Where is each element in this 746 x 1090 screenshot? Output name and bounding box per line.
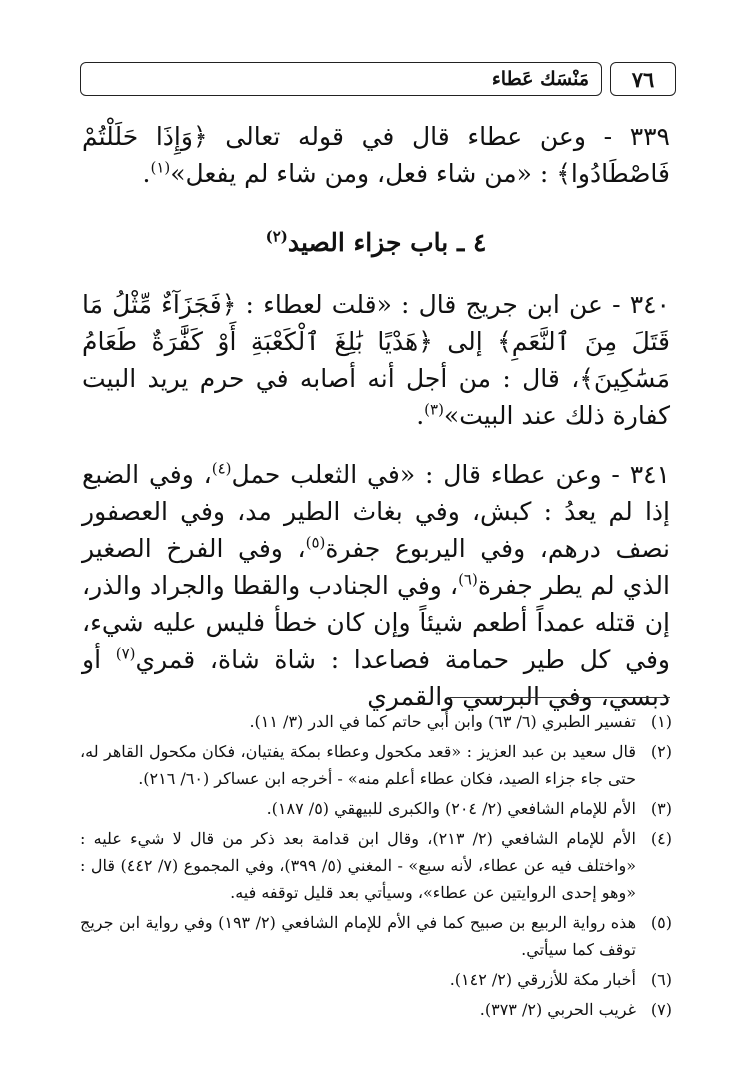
paragraph-text: عن ابن جريج قال : «قلت لعطاء : ﴿فَجَزَآءٌ مِّثْلُ مَا قَتَلَ مِنَ ٱلنَّعَمِ﴾ إلى ﴿هَدْيًا بَٰلِغَ ٱلْكَعْبَةِ أَوْ كَفَّٰرَةٌ طَعَامُ مَسَٰكِينَ﴾، قال : من أجل أنه أصابه في حرم يريد البيت كفارة ذلك عند البيت» bbox=[82, 290, 670, 430]
footnote-ref: (١) bbox=[150, 158, 171, 177]
footnote bbox=[80, 738, 672, 792]
section-heading-text: ٤ ـ باب جزاء الصيد bbox=[287, 228, 487, 257]
paragraph-number: ٣٤١ - bbox=[611, 460, 670, 489]
footnote-ref: (٦) bbox=[458, 570, 478, 589]
section-heading bbox=[82, 228, 670, 257]
footnote bbox=[80, 996, 672, 1023]
footnote-text: تفسير الطبري (٦/ ٦٣) وابن أبي حاتم كما في الدر (٣/ ١١). bbox=[249, 712, 636, 731]
paragraph-end: . bbox=[142, 159, 151, 188]
footnote bbox=[80, 708, 672, 735]
footnote-text: قال سعيد بن عبد العزيز : «قعد مكحول وعطاء بمكة يفتيان، فكان مكحول القاهر له، حتى جاء جزاء الصيد، فكان عطاء أعلم منه» - أخرجه ابن عساكر (٦٠/ ٢١٦). bbox=[80, 742, 636, 788]
paragraph-text: ، وفي الفرخ الصغير الذي لم يطر جفرة bbox=[82, 534, 670, 600]
paragraph-text: ، وفي الجنادب والقطا والجراد والذر، إن قتله عمداً أطعم شيئاً وإن كان خطأ فليس عليه شيء، وفي كل طير حمامة فصاعدا : شاة شاة، قمري bbox=[82, 571, 670, 674]
paragraph-341 bbox=[82, 456, 670, 715]
paragraph-text: وعن عطاء قال : «في الثعلب حمل bbox=[231, 460, 602, 489]
footnote-ref: (٤) bbox=[211, 459, 232, 478]
footnote bbox=[80, 909, 672, 963]
footnote-number: (٦) bbox=[650, 970, 672, 989]
footnote-number: (٣) bbox=[650, 799, 672, 818]
footnote-ref: (٥) bbox=[305, 533, 326, 552]
footnote bbox=[80, 825, 672, 906]
paragraph-339 bbox=[82, 118, 670, 192]
footnote-number: (٤) bbox=[650, 829, 672, 848]
paragraph-number: ٣٤٠ - bbox=[612, 290, 670, 319]
footnote-number: (٢) bbox=[650, 742, 672, 761]
footnote-ref: (٢) bbox=[265, 227, 288, 246]
footnotes bbox=[80, 708, 672, 1026]
footnote-ref: (٣) bbox=[424, 400, 444, 419]
paragraph-text: ، وفي الضبع إذا لم يعدُ : كبش، وفي بغاث الطير مد، وفي العصفور نصف درهم، وفي اليربوع جفرة bbox=[82, 460, 670, 563]
footnote-number: (٧) bbox=[650, 1000, 672, 1019]
paragraph-text: أو دبسي، وفي البرسي والقمري bbox=[82, 645, 670, 711]
footnote-text: الأم للإمام الشافعي (٢/ ٢١٣)، وقال ابن قدامة بعد ذكر من قال لا شيء عليه : «واختلف فيه عن عطاء، لأنه سبع» - المغني (٥/ ٣٩٩)، وفي المجموع (٧/ ٤٤٢) قال : «وهو إحدى الروايتين عن عطاء»، وسيأتي بعد قليل توقفه فيه. bbox=[80, 829, 637, 902]
running-header bbox=[80, 52, 678, 104]
footnote-number: (٥) bbox=[650, 913, 672, 932]
page-number-box bbox=[610, 62, 676, 96]
footnote bbox=[80, 966, 672, 993]
paragraph-340 bbox=[82, 286, 670, 434]
paragraph-end: . bbox=[416, 401, 425, 430]
footnote-text: الأم للإمام الشافعي (٢/ ٢٠٤) والكبرى للبيهقي (٥/ ١٨٧). bbox=[266, 799, 636, 818]
page-number: ٧٦ bbox=[631, 66, 655, 92]
footnote-number: (١) bbox=[650, 712, 672, 731]
footnote bbox=[80, 795, 672, 822]
footnote-ref: (٧) bbox=[115, 644, 136, 663]
book-title: مَنْسَك عَطاء bbox=[491, 68, 589, 90]
footnote-text: أخبار مكة للأزرقي (٢/ ١٤٢). bbox=[449, 970, 636, 989]
paragraph-number: ٣٣٩ - bbox=[603, 122, 670, 151]
paragraph-text: وعن عطاء قال في قوله تعالى ﴿وَإِذَا حَلَلْتُمْ فَاصْطَادُوا﴾ : «من شاء فعل، ومن شاء لم يفعل» bbox=[82, 122, 670, 188]
footnote-text: غريب الحربي (٢/ ٣٧٣). bbox=[479, 1000, 636, 1019]
book-title-box bbox=[80, 62, 602, 96]
footnote-text: هذه رواية الربيع بن صبيح كما في الأم للإمام الشافعي (٢/ ١٩٣) وفي رواية ابن جريج توقف كما سيأتي. bbox=[80, 913, 637, 959]
footnote-separator bbox=[450, 697, 670, 698]
